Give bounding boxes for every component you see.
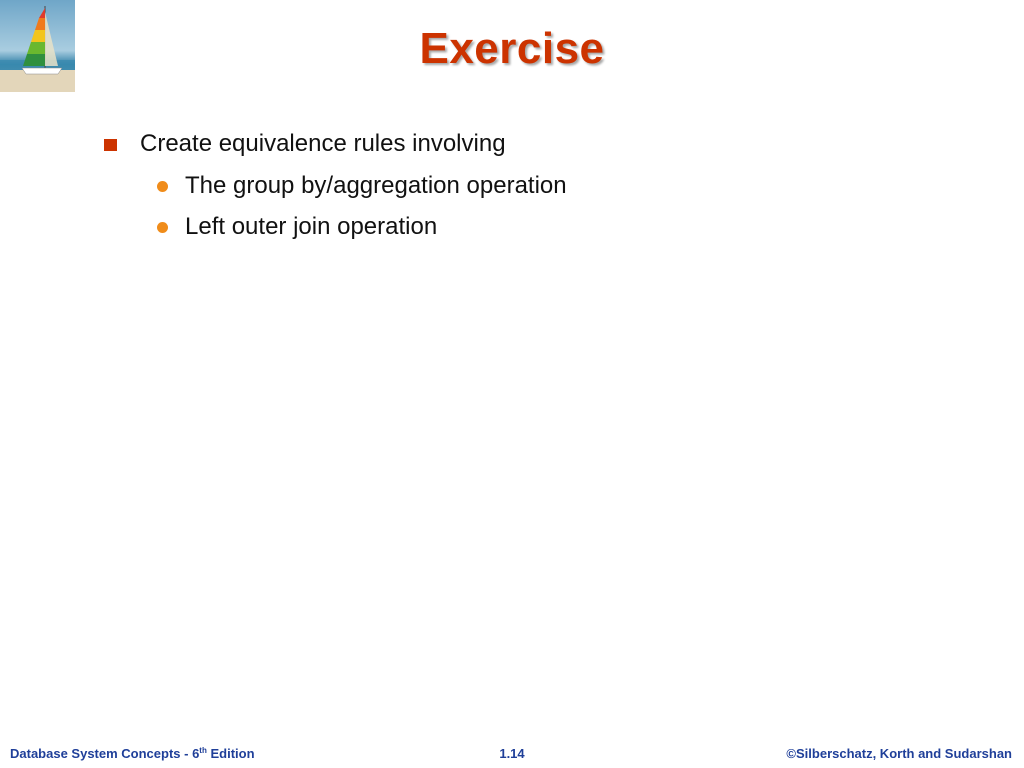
footer-book-title-superscript: th: [199, 746, 207, 755]
slide-title: Exercise: [419, 24, 605, 73]
circle-bullet-icon: [157, 222, 168, 233]
circle-bullet-icon: [157, 181, 168, 192]
slide-footer: [0, 746, 1024, 764]
footer-copyright: ©Silberschatz, Korth and Sudarshan: [786, 746, 1012, 761]
sub-bullet-text: The group by/aggregation operation: [185, 172, 567, 199]
footer-page-number: 1.14: [499, 746, 525, 761]
footer-book-title-prefix: Database System Concepts - 6: [10, 746, 200, 761]
sub-bullet-text: Left outer join operation: [185, 213, 438, 240]
square-bullet-icon: [104, 139, 117, 151]
footer-book-title-suffix: Edition: [206, 746, 255, 761]
bullet-text: Create equivalence rules involving: [140, 130, 506, 157]
